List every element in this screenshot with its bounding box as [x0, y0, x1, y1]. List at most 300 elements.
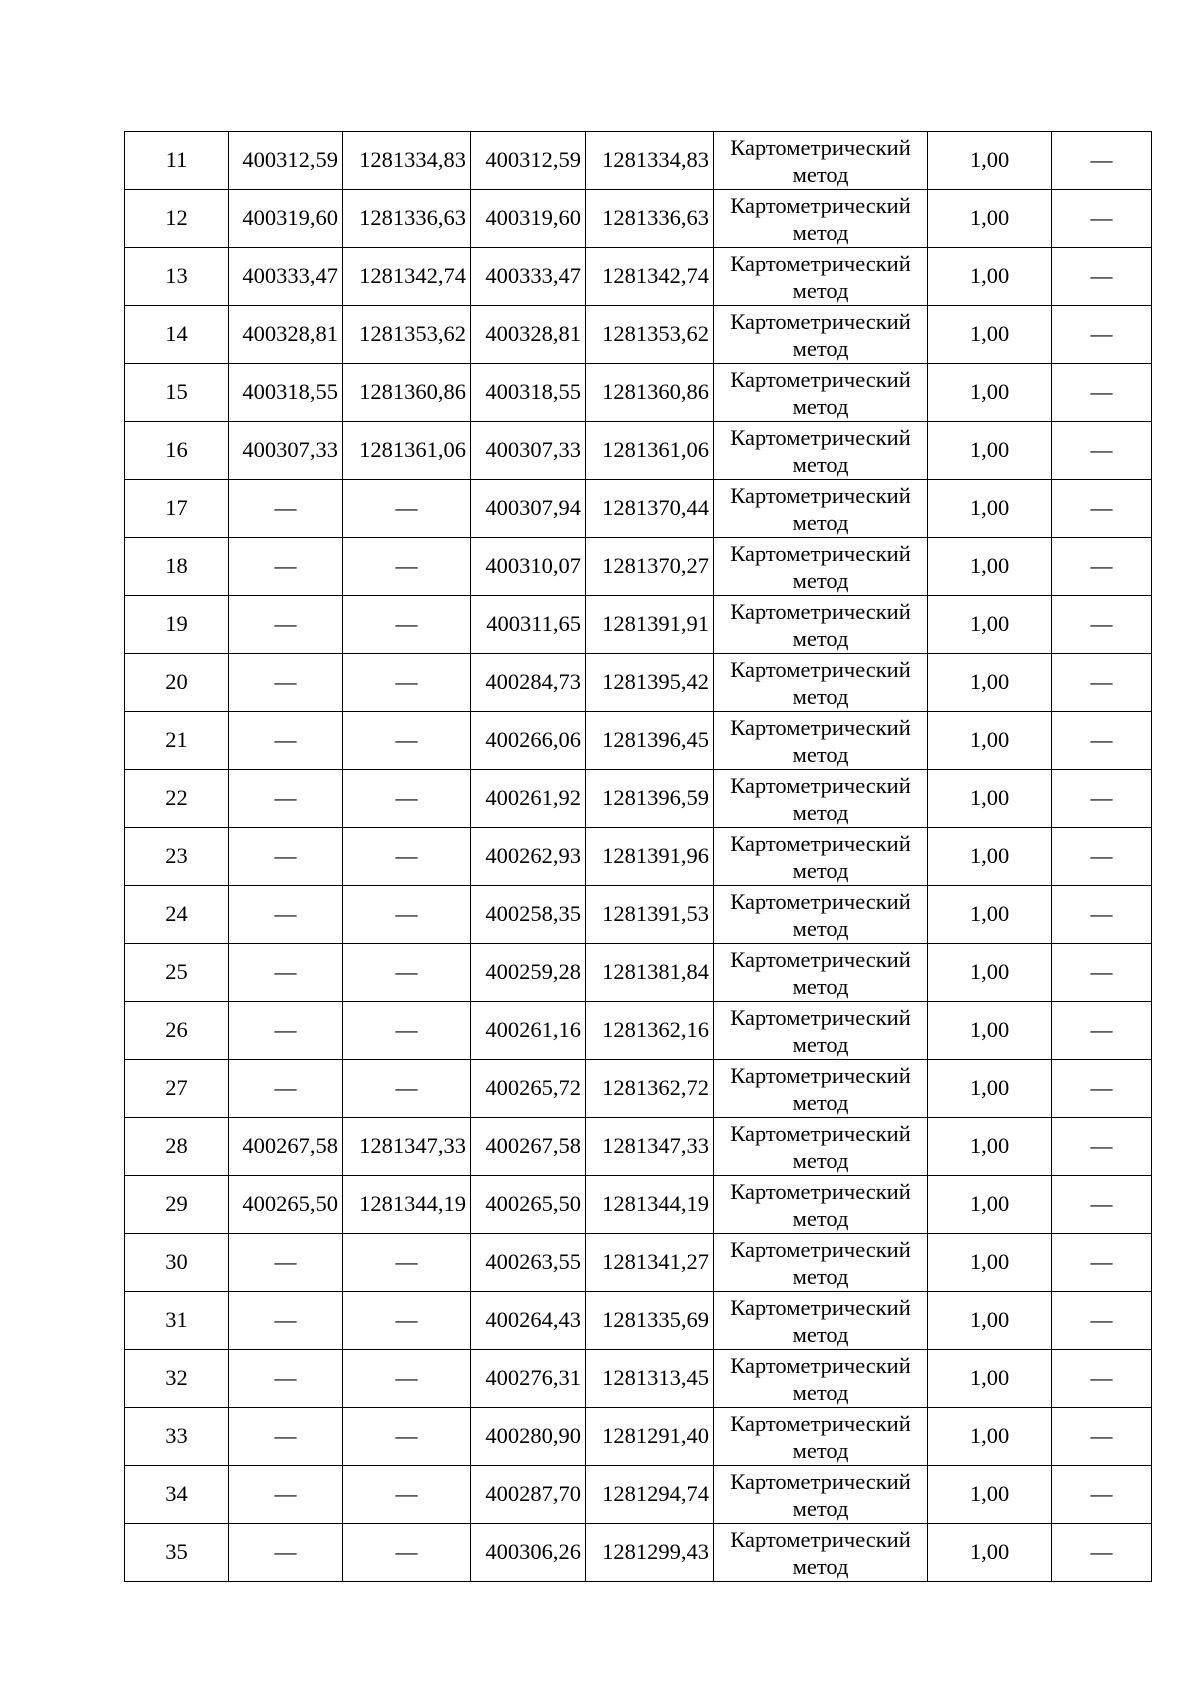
existing-y-cell	[343, 770, 471, 828]
accuracy-text: 1,00	[969, 205, 1010, 231]
accuracy-text: 1,00	[969, 901, 1010, 927]
refined-x-cell	[471, 886, 586, 944]
existing-x-text: —	[274, 959, 297, 985]
method-text: Картометрический метод	[730, 1410, 911, 1463]
existing-y-text: 1281344,19	[359, 1191, 466, 1217]
existing-x-cell	[229, 364, 343, 422]
existing-x-text: 400265,50	[242, 1191, 338, 1217]
existing-x-cell	[229, 1524, 343, 1582]
point-number-cell	[125, 1350, 229, 1408]
refined-x-text: 400258,35	[485, 901, 581, 927]
table-row	[125, 480, 1152, 538]
refined-y-text: 1281381,84	[602, 959, 709, 985]
existing-x-cell	[229, 712, 343, 770]
refined-y-cell	[586, 1350, 714, 1408]
existing-x-cell	[229, 1466, 343, 1524]
note-cell	[1052, 1292, 1152, 1350]
point-number-text: 24	[165, 901, 188, 927]
note-text: —	[1090, 785, 1113, 811]
table-row	[125, 1350, 1152, 1408]
existing-x-text: —	[274, 553, 297, 579]
existing-x-cell	[229, 1118, 343, 1176]
note-text: —	[1090, 669, 1113, 695]
refined-y-text: 1281396,59	[602, 785, 709, 811]
point-number-text: 29	[165, 1191, 188, 1217]
refined-y-text: 1281341,27	[602, 1249, 709, 1275]
note-cell	[1052, 654, 1152, 712]
existing-y-text: —	[395, 1017, 418, 1043]
accuracy-text: 1,00	[969, 1133, 1010, 1159]
existing-x-text: —	[274, 669, 297, 695]
refined-y-cell	[586, 132, 714, 190]
note-cell	[1052, 1408, 1152, 1466]
table-row	[125, 306, 1152, 364]
point-number-text: 32	[165, 1365, 188, 1391]
refined-x-text: 400264,43	[485, 1307, 581, 1333]
method-text: Картометрический метод	[730, 888, 911, 941]
table-row	[125, 364, 1152, 422]
note-cell	[1052, 1466, 1152, 1524]
existing-x-cell	[229, 1234, 343, 1292]
point-number-cell	[125, 596, 229, 654]
refined-y-cell	[586, 1176, 714, 1234]
refined-x-cell	[471, 422, 586, 480]
table-row	[125, 132, 1152, 190]
refined-y-cell	[586, 1060, 714, 1118]
refined-y-text: 1281362,72	[602, 1075, 709, 1101]
note-text: —	[1090, 495, 1113, 521]
existing-x-cell	[229, 886, 343, 944]
point-number-text: 19	[165, 611, 188, 637]
point-number-cell	[125, 364, 229, 422]
method-cell	[714, 654, 928, 712]
point-number-text: 27	[165, 1075, 188, 1101]
point-number-cell	[125, 828, 229, 886]
refined-x-cell	[471, 944, 586, 1002]
point-number-cell	[125, 1060, 229, 1118]
note-cell	[1052, 1176, 1152, 1234]
note-cell	[1052, 248, 1152, 306]
note-cell	[1052, 1002, 1152, 1060]
point-number-cell	[125, 1466, 229, 1524]
refined-y-cell	[586, 538, 714, 596]
point-number-cell	[125, 712, 229, 770]
existing-y-cell	[343, 190, 471, 248]
table-row	[125, 770, 1152, 828]
accuracy-cell	[928, 1002, 1052, 1060]
refined-y-text: 1281391,91	[602, 611, 709, 637]
existing-x-cell	[229, 422, 343, 480]
existing-y-cell	[343, 1292, 471, 1350]
point-number-cell	[125, 306, 229, 364]
accuracy-text: 1,00	[969, 495, 1010, 521]
refined-x-text: 400267,58	[485, 1133, 581, 1159]
accuracy-cell	[928, 1466, 1052, 1524]
note-text: —	[1090, 611, 1113, 637]
refined-x-cell	[471, 1176, 586, 1234]
accuracy-text: 1,00	[969, 1423, 1010, 1449]
method-text: Картометрический метод	[730, 946, 911, 999]
refined-x-text: 400307,94	[485, 495, 581, 521]
method-text: Картометрический метод	[730, 308, 911, 361]
table-row	[125, 248, 1152, 306]
point-number-text: 13	[165, 263, 188, 289]
existing-y-text: 1281336,63	[359, 205, 466, 231]
method-cell	[714, 1176, 928, 1234]
note-cell	[1052, 1060, 1152, 1118]
point-number-cell	[125, 770, 229, 828]
coordinates-table	[124, 131, 1152, 1582]
existing-y-cell	[343, 364, 471, 422]
refined-x-text: 400310,07	[485, 553, 581, 579]
existing-x-text: —	[274, 1017, 297, 1043]
accuracy-cell	[928, 132, 1052, 190]
point-number-cell	[125, 190, 229, 248]
existing-y-cell	[343, 1350, 471, 1408]
method-text: Картометрический метод	[730, 1004, 911, 1057]
table-row	[125, 712, 1152, 770]
refined-x-cell	[471, 1060, 586, 1118]
method-cell	[714, 1350, 928, 1408]
point-number-cell	[125, 1002, 229, 1060]
method-text: Картометрический метод	[730, 250, 911, 303]
method-text: Картометрический метод	[730, 1526, 911, 1579]
table-row	[125, 886, 1152, 944]
note-cell	[1052, 828, 1152, 886]
existing-x-cell	[229, 248, 343, 306]
method-cell	[714, 944, 928, 1002]
refined-x-text: 400265,72	[485, 1075, 581, 1101]
accuracy-text: 1,00	[969, 1191, 1010, 1217]
note-text: —	[1090, 1481, 1113, 1507]
existing-y-cell	[343, 1234, 471, 1292]
method-text: Картометрический метод	[730, 598, 911, 651]
point-number-cell	[125, 1176, 229, 1234]
note-cell	[1052, 538, 1152, 596]
point-number-text: 30	[165, 1249, 188, 1275]
refined-x-text: 400312,59	[485, 147, 581, 173]
refined-x-cell	[471, 1408, 586, 1466]
point-number-cell	[125, 886, 229, 944]
accuracy-cell	[928, 1060, 1052, 1118]
point-number-text: 26	[165, 1017, 188, 1043]
accuracy-cell	[928, 480, 1052, 538]
table-row	[125, 190, 1152, 248]
note-text: —	[1090, 1075, 1113, 1101]
point-number-text: 25	[165, 959, 188, 985]
refined-x-cell	[471, 1118, 586, 1176]
method-text: Картометрический метод	[730, 1468, 911, 1521]
accuracy-cell	[928, 828, 1052, 886]
existing-y-text: 1281361,06	[359, 437, 466, 463]
note-text: —	[1090, 553, 1113, 579]
existing-y-cell	[343, 712, 471, 770]
existing-x-text: 400328,81	[242, 321, 338, 347]
accuracy-cell	[928, 770, 1052, 828]
refined-x-cell	[471, 132, 586, 190]
table-row	[125, 1118, 1152, 1176]
existing-y-text: —	[395, 553, 418, 579]
refined-x-cell	[471, 828, 586, 886]
method-cell	[714, 1408, 928, 1466]
accuracy-text: 1,00	[969, 1307, 1010, 1333]
refined-x-text: 400306,26	[485, 1539, 581, 1565]
refined-y-cell	[586, 480, 714, 538]
method-cell	[714, 190, 928, 248]
existing-y-cell	[343, 1002, 471, 1060]
refined-x-text: 400263,55	[485, 1249, 581, 1275]
refined-x-text: 400318,55	[485, 379, 581, 405]
accuracy-cell	[928, 1234, 1052, 1292]
point-number-cell	[125, 422, 229, 480]
existing-y-cell	[343, 654, 471, 712]
point-number-text: 28	[165, 1133, 188, 1159]
accuracy-text: 1,00	[969, 553, 1010, 579]
note-text: —	[1090, 1133, 1113, 1159]
refined-y-text: 1281361,06	[602, 437, 709, 463]
accuracy-cell	[928, 306, 1052, 364]
refined-y-text: 1281336,63	[602, 205, 709, 231]
accuracy-cell	[928, 248, 1052, 306]
note-cell	[1052, 364, 1152, 422]
existing-y-cell	[343, 248, 471, 306]
refined-y-cell	[586, 1524, 714, 1582]
table-row	[125, 422, 1152, 480]
existing-x-text: —	[274, 785, 297, 811]
existing-y-cell	[343, 1176, 471, 1234]
note-cell	[1052, 886, 1152, 944]
method-text: Картометрический метод	[730, 1120, 911, 1173]
accuracy-cell	[928, 364, 1052, 422]
method-cell	[714, 1234, 928, 1292]
refined-y-cell	[586, 422, 714, 480]
refined-x-text: 400287,70	[485, 1481, 581, 1507]
point-number-text: 23	[165, 843, 188, 869]
accuracy-text: 1,00	[969, 1017, 1010, 1043]
refined-x-text: 400266,06	[485, 727, 581, 753]
existing-x-text: —	[274, 1249, 297, 1275]
existing-y-cell	[343, 944, 471, 1002]
refined-x-cell	[471, 364, 586, 422]
refined-x-text: 400319,60	[485, 205, 581, 231]
note-cell	[1052, 132, 1152, 190]
note-cell	[1052, 190, 1152, 248]
accuracy-text: 1,00	[969, 437, 1010, 463]
refined-x-text: 400333,47	[485, 263, 581, 289]
point-number-text: 33	[165, 1423, 188, 1449]
refined-x-cell	[471, 1350, 586, 1408]
table-row	[125, 1002, 1152, 1060]
refined-x-text: 400259,28	[485, 959, 581, 985]
accuracy-cell	[928, 1292, 1052, 1350]
existing-y-text: —	[395, 669, 418, 695]
method-cell	[714, 1292, 928, 1350]
point-number-text: 14	[165, 321, 188, 347]
note-text: —	[1090, 1017, 1113, 1043]
method-text: Картометрический метод	[730, 134, 911, 187]
method-cell	[714, 1524, 928, 1582]
refined-x-cell	[471, 538, 586, 596]
method-cell	[714, 596, 928, 654]
refined-y-text: 1281347,33	[602, 1133, 709, 1159]
refined-y-text: 1281334,83	[602, 147, 709, 173]
method-text: Картометрический метод	[730, 192, 911, 245]
refined-x-text: 400284,73	[485, 669, 581, 695]
note-text: —	[1090, 205, 1113, 231]
method-text: Картометрический метод	[730, 772, 911, 825]
accuracy-cell	[928, 1524, 1052, 1582]
method-cell	[714, 712, 928, 770]
table-row	[125, 1524, 1152, 1582]
existing-x-cell	[229, 1060, 343, 1118]
existing-x-text: 400267,58	[242, 1133, 338, 1159]
existing-y-text: —	[395, 611, 418, 637]
refined-y-text: 1281391,53	[602, 901, 709, 927]
point-number-text: 31	[165, 1307, 188, 1333]
refined-y-cell	[586, 654, 714, 712]
existing-y-text: —	[395, 785, 418, 811]
existing-y-cell	[343, 306, 471, 364]
refined-x-text: 400328,81	[485, 321, 581, 347]
refined-x-text: 400280,90	[485, 1423, 581, 1449]
refined-y-text: 1281291,40	[602, 1423, 709, 1449]
note-cell	[1052, 1118, 1152, 1176]
point-number-text: 17	[165, 495, 188, 521]
note-text: —	[1090, 727, 1113, 753]
refined-y-text: 1281335,69	[602, 1307, 709, 1333]
method-text: Картометрический метод	[730, 714, 911, 767]
refined-x-cell	[471, 1234, 586, 1292]
method-text: Картометрический метод	[730, 540, 911, 593]
existing-x-text: —	[274, 1307, 297, 1333]
refined-y-cell	[586, 1234, 714, 1292]
refined-y-text: 1281342,74	[602, 263, 709, 289]
existing-y-cell	[343, 1408, 471, 1466]
point-number-text: 20	[165, 669, 188, 695]
accuracy-text: 1,00	[969, 263, 1010, 289]
note-text: —	[1090, 321, 1113, 347]
note-text: —	[1090, 901, 1113, 927]
accuracy-cell	[928, 190, 1052, 248]
note-text: —	[1090, 959, 1113, 985]
accuracy-text: 1,00	[969, 785, 1010, 811]
note-cell	[1052, 480, 1152, 538]
existing-x-cell	[229, 596, 343, 654]
method-text: Картометрический метод	[730, 1178, 911, 1231]
accuracy-cell	[928, 712, 1052, 770]
existing-y-text: —	[395, 959, 418, 985]
note-cell	[1052, 306, 1152, 364]
refined-x-cell	[471, 596, 586, 654]
point-number-text: 12	[165, 205, 188, 231]
method-cell	[714, 422, 928, 480]
refined-x-text: 400262,93	[485, 843, 581, 869]
refined-y-text: 1281344,19	[602, 1191, 709, 1217]
refined-y-cell	[586, 306, 714, 364]
accuracy-cell	[928, 886, 1052, 944]
existing-x-cell	[229, 654, 343, 712]
existing-x-cell	[229, 828, 343, 886]
table-row	[125, 1176, 1152, 1234]
table-row	[125, 596, 1152, 654]
refined-x-cell	[471, 1292, 586, 1350]
refined-y-cell	[586, 1002, 714, 1060]
existing-x-cell	[229, 944, 343, 1002]
refined-x-cell	[471, 190, 586, 248]
existing-x-text: —	[274, 1365, 297, 1391]
note-cell	[1052, 770, 1152, 828]
note-cell	[1052, 1234, 1152, 1292]
table-row	[125, 538, 1152, 596]
refined-x-cell	[471, 1002, 586, 1060]
existing-y-text: —	[395, 727, 418, 753]
point-number-cell	[125, 1524, 229, 1582]
refined-y-text: 1281362,16	[602, 1017, 709, 1043]
existing-y-cell	[343, 132, 471, 190]
note-cell	[1052, 596, 1152, 654]
table-row	[125, 828, 1152, 886]
existing-x-text: —	[274, 843, 297, 869]
existing-x-cell	[229, 1176, 343, 1234]
refined-y-cell	[586, 1292, 714, 1350]
point-number-cell	[125, 132, 229, 190]
note-text: —	[1090, 1365, 1113, 1391]
existing-x-text: 400333,47	[242, 263, 338, 289]
method-cell	[714, 480, 928, 538]
existing-y-text: 1281360,86	[359, 379, 466, 405]
accuracy-cell	[928, 944, 1052, 1002]
point-number-cell	[125, 1118, 229, 1176]
method-text: Картометрический метод	[730, 424, 911, 477]
note-cell	[1052, 1524, 1152, 1582]
existing-x-cell	[229, 1408, 343, 1466]
note-cell	[1052, 422, 1152, 480]
note-text: —	[1090, 843, 1113, 869]
accuracy-text: 1,00	[969, 1481, 1010, 1507]
method-cell	[714, 886, 928, 944]
existing-x-text: —	[274, 1423, 297, 1449]
note-text: —	[1090, 1191, 1113, 1217]
existing-x-text: —	[274, 1481, 297, 1507]
accuracy-text: 1,00	[969, 1075, 1010, 1101]
point-number-cell	[125, 1408, 229, 1466]
method-cell	[714, 1002, 928, 1060]
method-cell	[714, 364, 928, 422]
existing-x-cell	[229, 132, 343, 190]
existing-x-text: —	[274, 1539, 297, 1565]
method-cell	[714, 538, 928, 596]
refined-y-cell	[586, 1466, 714, 1524]
refined-x-text: 400311,65	[486, 611, 581, 637]
note-cell	[1052, 712, 1152, 770]
point-number-cell	[125, 1234, 229, 1292]
existing-y-text: 1281342,74	[359, 263, 466, 289]
existing-x-text: —	[274, 901, 297, 927]
note-cell	[1052, 944, 1152, 1002]
existing-x-text: —	[274, 611, 297, 637]
existing-y-text: 1281353,62	[359, 321, 466, 347]
refined-y-cell	[586, 364, 714, 422]
accuracy-text: 1,00	[969, 843, 1010, 869]
method-text: Картометрический метод	[730, 656, 911, 709]
accuracy-cell	[928, 596, 1052, 654]
existing-x-cell	[229, 480, 343, 538]
refined-y-text: 1281396,45	[602, 727, 709, 753]
accuracy-text: 1,00	[969, 1249, 1010, 1275]
point-number-text: 34	[165, 1481, 188, 1507]
method-cell	[714, 770, 928, 828]
method-cell	[714, 1466, 928, 1524]
